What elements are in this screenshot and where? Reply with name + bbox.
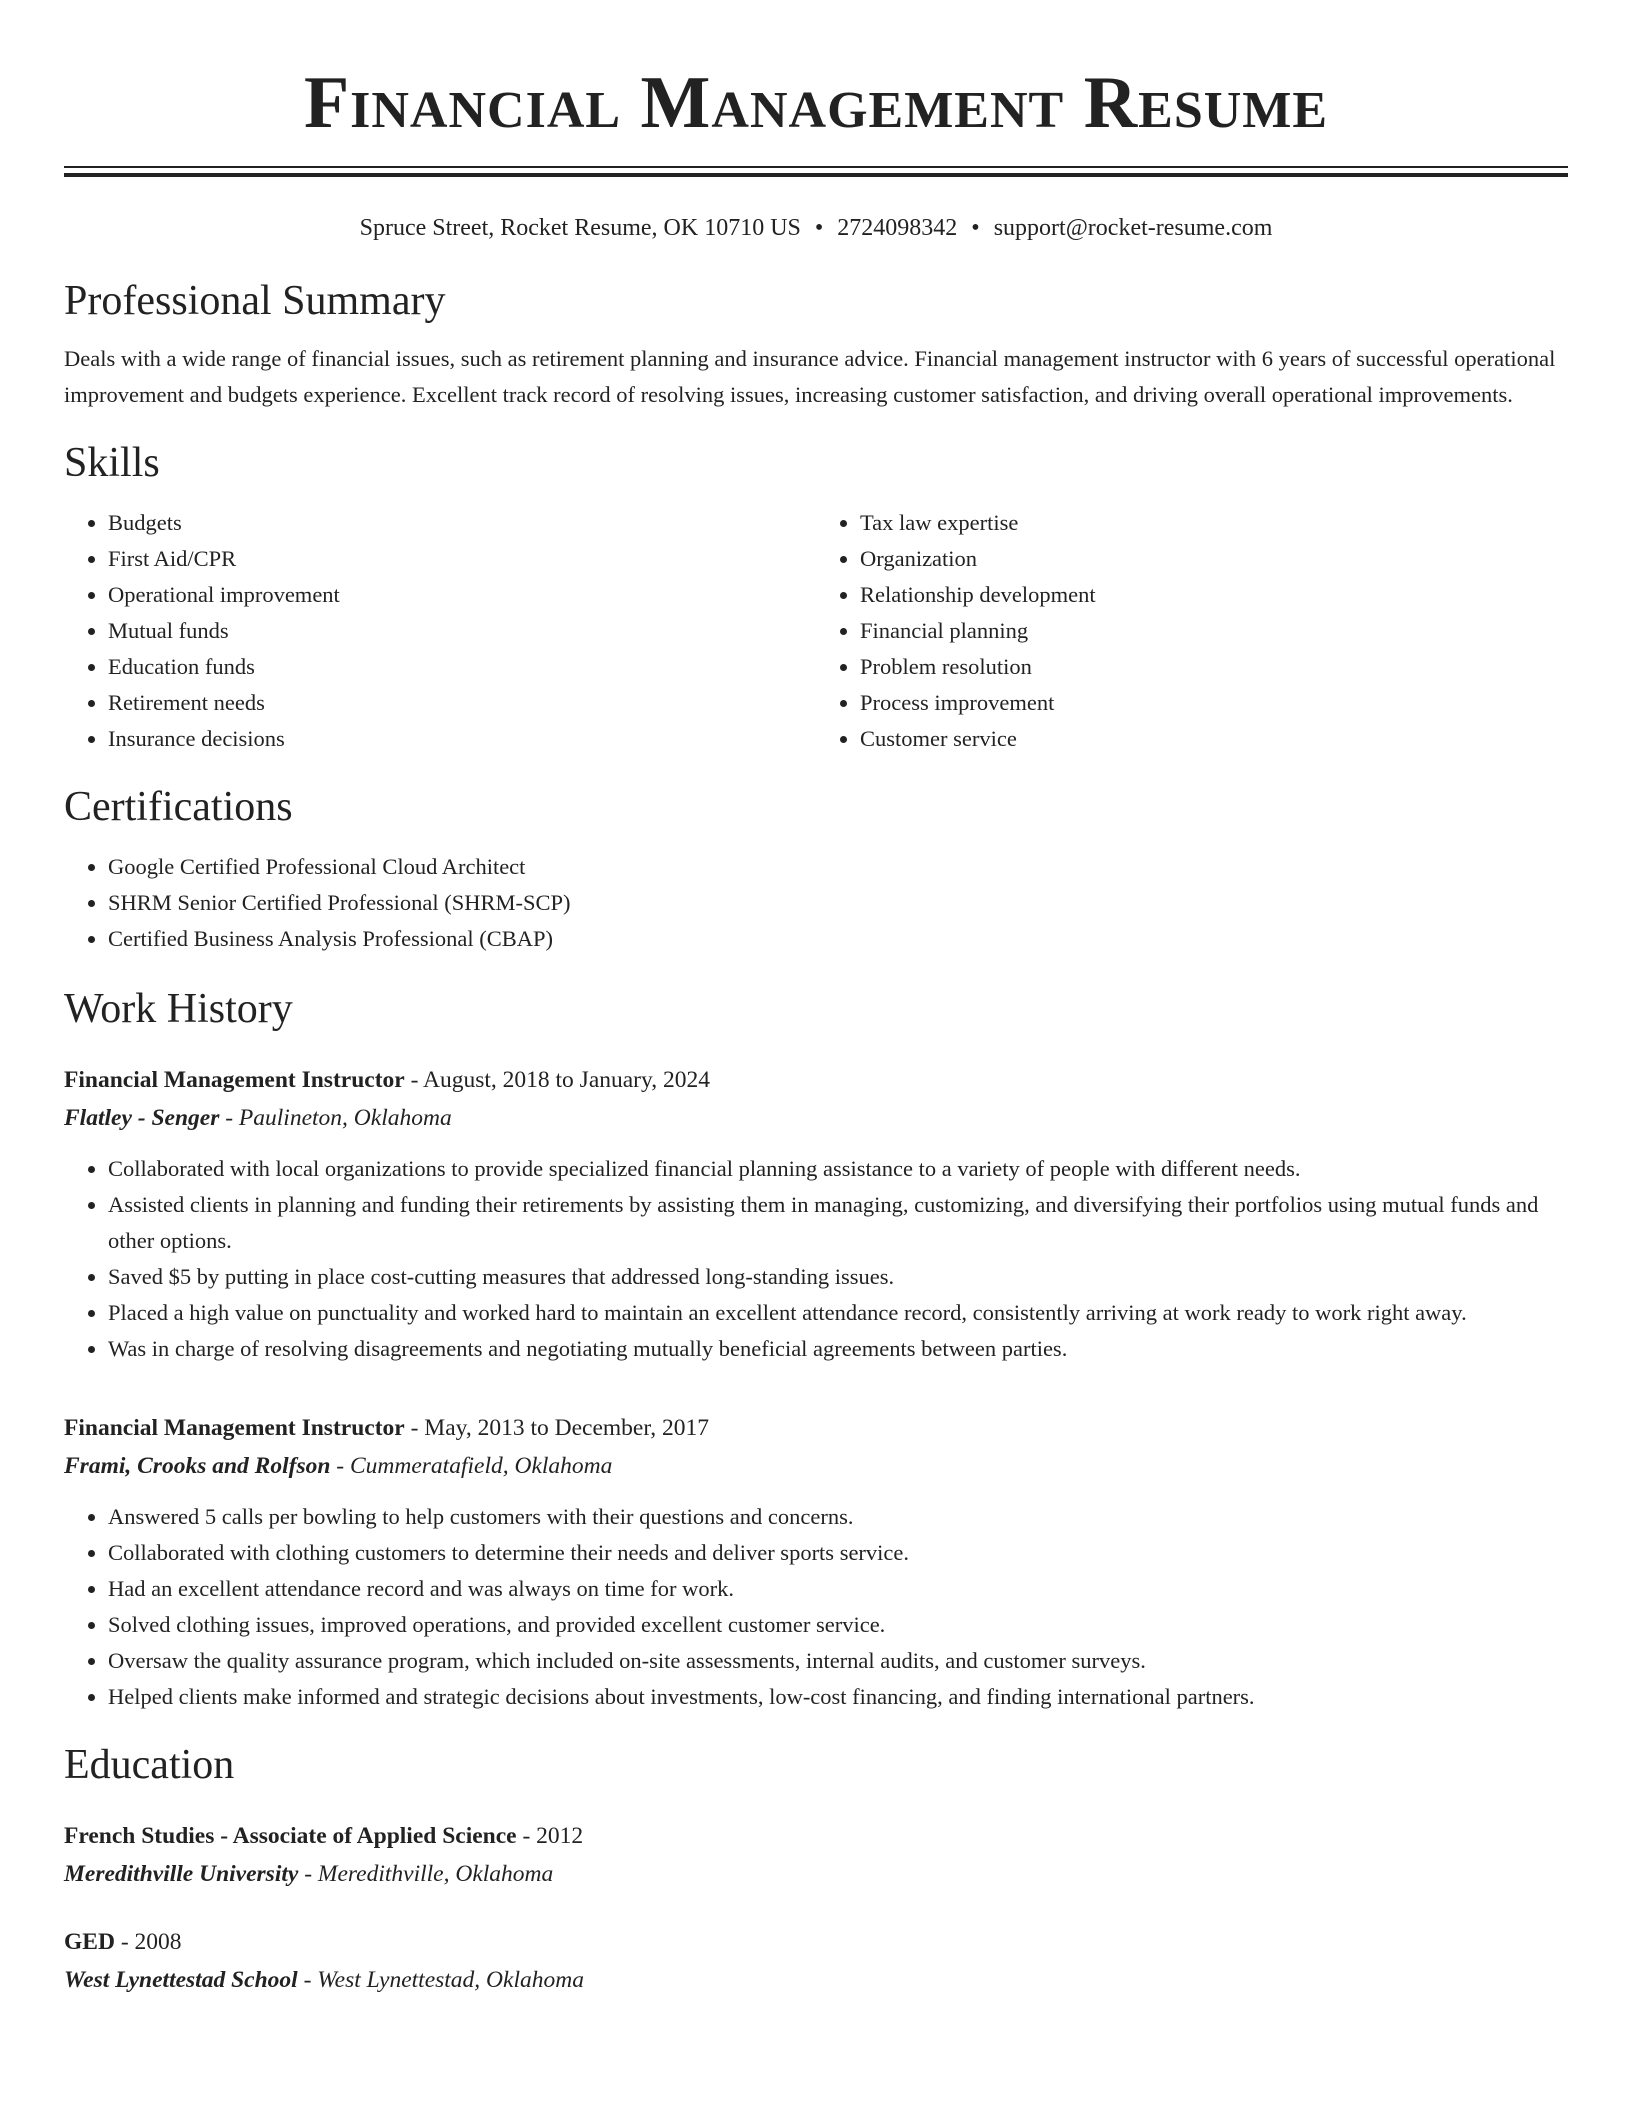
contact-line: [64, 213, 1568, 243]
summary-section: [64, 275, 1568, 413]
contact-phone: 2724098342: [837, 215, 958, 241]
education-section: [64, 1739, 1568, 1999]
job-bullet: • Collaborated with clothing customers to determine their needs and deliver sports service.: [108, 1535, 1568, 1571]
certification-item: • Google Certified Professional Cloud Architect: [108, 849, 1568, 885]
education-degree: French Studies - Associate of Applied Science: [64, 1823, 517, 1849]
job-entry: [64, 1409, 1568, 1715]
job-title-line: [64, 1061, 1568, 1099]
skill-item: • Mutual funds: [108, 613, 816, 649]
certifications-section: [64, 781, 1568, 957]
work-history-heading: Work History: [64, 986, 293, 1032]
job-employer: Flatley - Senger: [64, 1105, 220, 1131]
title-divider-thin: [64, 166, 1568, 168]
skills-columns: [64, 505, 1568, 757]
skill-item: • Problem resolution: [860, 649, 1568, 685]
education-year: - 2008: [114, 1929, 182, 1955]
resume-title: Financial Management Resume: [303, 62, 1329, 144]
job-location: - Cummeratafield, Oklahoma: [330, 1453, 613, 1479]
skill-item: • Retirement needs: [108, 685, 816, 721]
job-employer-line: [64, 1099, 1568, 1137]
education-heading: Education: [64, 1742, 235, 1788]
education-location: - Meredithville, Oklahoma: [298, 1861, 554, 1887]
education-degree-line: [64, 1817, 1568, 1855]
job-title: Financial Management Instructor: [64, 1415, 405, 1441]
skill-item: • Financial planning: [860, 613, 1568, 649]
skill-item: • Organization: [860, 541, 1568, 577]
resume-page: [64, 0, 1568, 1999]
job-dates: - May, 2013 to December, 2017: [404, 1415, 709, 1441]
work-history-section: [64, 983, 1568, 1715]
job-location: - Paulineton, Oklahoma: [219, 1105, 452, 1131]
job-employer: Frami, Crooks and Rolfson: [64, 1453, 331, 1479]
summary-heading: Professional Summary: [64, 278, 446, 324]
job-bullet: • Had an excellent attendance record and was always on time for work.: [108, 1571, 1568, 1607]
education-school: Meredithville University: [64, 1861, 299, 1887]
job-bullet: • Answered 5 calls per bowling to help customers with their questions and concerns.: [108, 1499, 1568, 1535]
education-entry: [64, 1923, 1568, 1999]
job-bullet: • Helped clients make informed and strategic decisions about investments, low-cost financing, and finding international partners.: [108, 1679, 1568, 1715]
contact-separator: •: [814, 215, 824, 241]
contact-email: support@rocket-resume.com: [993, 215, 1273, 241]
skill-item: • Customer service: [860, 721, 1568, 757]
job-entry: [64, 1061, 1568, 1367]
skill-item: • Relationship development: [860, 577, 1568, 613]
skills-list-left: [64, 505, 816, 757]
skill-item: • First Aid/CPR: [108, 541, 816, 577]
education-location: - West Lynettestad, Oklahoma: [297, 1967, 584, 1993]
skill-item: • Education funds: [108, 649, 816, 685]
education-school-line: [64, 1961, 1568, 1999]
skills-section: [64, 437, 1568, 757]
certifications-list: [64, 849, 1568, 957]
education-entry: [64, 1817, 1568, 1893]
summary-text: Deals with a wide range of financial issues, such as retirement planning and insurance advice. Financial management instructor with 6 years of successful operational improvement and budgets experience. Excellent track record of resolving issues, increasing customer satisfaction, and driving overall operational improvements.: [64, 346, 1556, 407]
job-bullet: • Saved $5 by putting in place cost-cutting measures that addressed long-standing issues.: [108, 1259, 1568, 1295]
job-employer-line: [64, 1447, 1568, 1485]
job-bullet: • Placed a high value on punctuality and worked hard to maintain an excellent attendance record, consistently arriving at work ready to work right away.: [108, 1295, 1568, 1331]
skill-item: • Insurance decisions: [108, 721, 816, 757]
job-title: Financial Management Instructor: [64, 1067, 405, 1093]
education-degree-line: [64, 1923, 1568, 1961]
job-bullet: • Collaborated with local organizations to provide specialized financial planning assistance to a variety of people with different needs.: [108, 1151, 1568, 1187]
education-school-line: [64, 1855, 1568, 1893]
skills-heading: Skills: [64, 440, 160, 486]
job-bullets: [64, 1499, 1568, 1715]
job-title-line: [64, 1409, 1568, 1447]
skill-item: • Process improvement: [860, 685, 1568, 721]
certifications-heading: Certifications: [64, 784, 293, 830]
job-bullet: • Assisted clients in planning and funding their retirements by assisting them in managing, customizing, and diversifying their portfolios using mutual funds and other options.: [108, 1187, 1568, 1259]
contact-address: Spruce Street, Rocket Resume, OK 10710 US: [359, 215, 801, 241]
skill-item: • Tax law expertise: [860, 505, 1568, 541]
skills-list-right: [816, 505, 1568, 757]
skill-item: • Budgets: [108, 505, 816, 541]
certification-item: • SHRM Senior Certified Professional (SHRM-SCP): [108, 885, 1568, 921]
job-dates: - August, 2018 to January, 2024: [404, 1067, 710, 1093]
job-bullet: • Was in charge of resolving disagreements and negotiating mutually beneficial agreements between parties.: [108, 1331, 1568, 1367]
education-year: - 2012: [516, 1823, 584, 1849]
job-bullet: • Oversaw the quality assurance program, which included on-site assessments, internal audits, and customer surveys.: [108, 1643, 1568, 1679]
title-divider-thick: [64, 173, 1568, 177]
education-school: West Lynettestad School: [64, 1967, 298, 1993]
job-bullet: • Solved clothing issues, improved operations, and provided excellent customer service.: [108, 1607, 1568, 1643]
education-degree: GED: [64, 1929, 115, 1955]
skill-item: • Operational improvement: [108, 577, 816, 613]
job-bullets: [64, 1151, 1568, 1367]
certification-item: • Certified Business Analysis Professional (CBAP): [108, 921, 1568, 957]
contact-separator: •: [971, 215, 980, 241]
